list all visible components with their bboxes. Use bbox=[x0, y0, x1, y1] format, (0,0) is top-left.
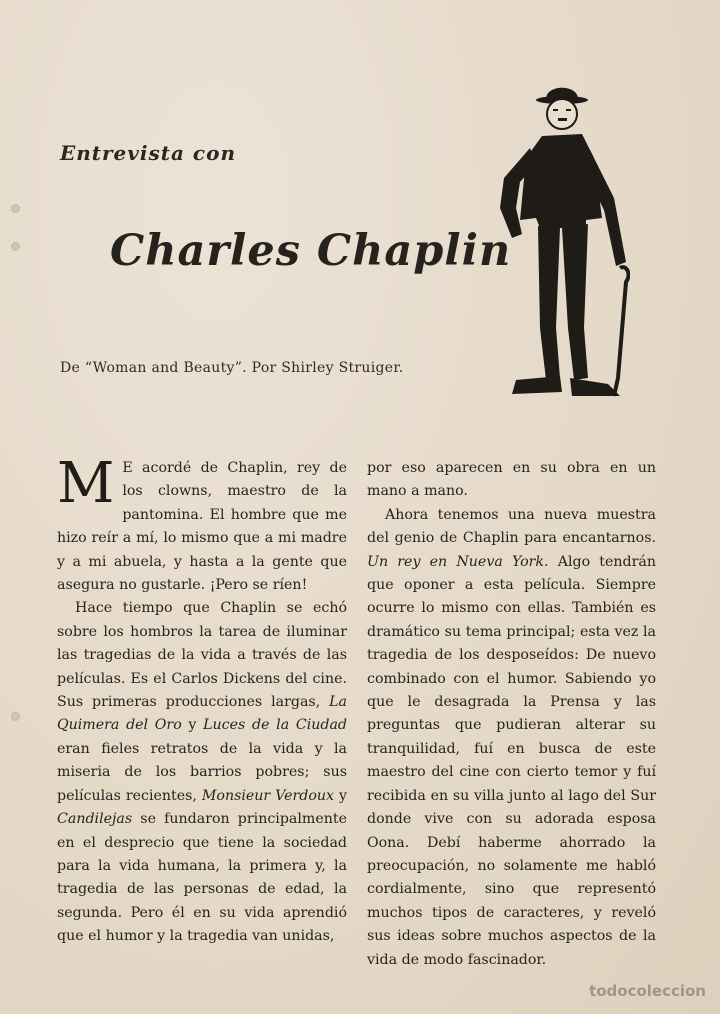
punch-hole-3 bbox=[11, 712, 20, 721]
film-title: Monsieur Verdoux bbox=[201, 787, 335, 804]
film-title: Luces de la Ciudad bbox=[203, 717, 347, 734]
article-byline: De “Woman and Beauty”. Por Shirley Struiger. bbox=[60, 360, 404, 376]
article-paragraph: Hace tiempo que Chaplin se echó sobre los hombros la tarea de iluminar las tragedias de la vida a través de las películas. Es el Carlos Dickens del cine. Sus primeras producciones largas, La Quimera del Oro y Luces de la Ciudad eran fieles retratos de la vida y la miseria de los barrios pobres; sus películas recientes, Monsieur Verdoux y Candilejas se fundaron principalmente en el desprecio que tiene la sociedad para la vida humana, la primera y, la tragedia de las personas de edad, la segunda. Pero él en su vida aprendió que el humor y la tragedia van unidas, bbox=[57, 600, 348, 945]
article-title: Charles Chaplin bbox=[110, 226, 512, 276]
article-paragraph: por eso aparecen en su obra en un mano a mano. bbox=[367, 460, 656, 500]
article-column-left bbox=[57, 451, 348, 949]
film-title: La Quimera del Oro bbox=[57, 694, 347, 734]
punch-hole-1 bbox=[11, 204, 20, 213]
article-kicker: Entrevista con bbox=[60, 141, 236, 165]
punch-hole-2 bbox=[11, 242, 20, 251]
watermark-logo: todocoleccion bbox=[589, 982, 706, 1000]
drop-cap: M bbox=[57, 451, 115, 516]
chaplin-silhouette-illustration bbox=[490, 78, 630, 418]
article-paragraph: Ahora tenemos una nueva muestra del genio de Chaplin para encantarnos. Un rey en Nueva York. Algo tendrán que oponer a esta película. Siempre ocurre lo mismo con ellas. También es dramático su tema principal; esta vez la tragedia de los desposeídos: De nuevo combinado con el humor. Sabiendo yo que le desagrada la Prensa y las preguntas que pudieran alterar su tranquilidad, fuí en busca de este maestro del cine con cierto temor y fuí recibida en su villa junto al lago del Sur donde vive con su adorada esposa Oona. Debí haberme ahorrado la preocupación, no solamente me habló cordialmente, sino que representó muchos tipos de caracteres, y reveló sus ideas sobre muchos aspectos de la vida de modo fascinador. bbox=[367, 506, 656, 968]
film-title: Candilejas bbox=[57, 811, 133, 828]
article-paragraph: M E acordé de Chaplin, rey de los clowns, maestro de la pantomina. El hombre que me hizo reír a mí, lo mismo que a mi madre y a mi abuela, y hasta a la gente que asegura no gustarle. ¡Pero se ríen! bbox=[57, 451, 347, 594]
article-column-right bbox=[367, 457, 656, 972]
film-title: Un rey en Nueva York. bbox=[367, 553, 549, 570]
